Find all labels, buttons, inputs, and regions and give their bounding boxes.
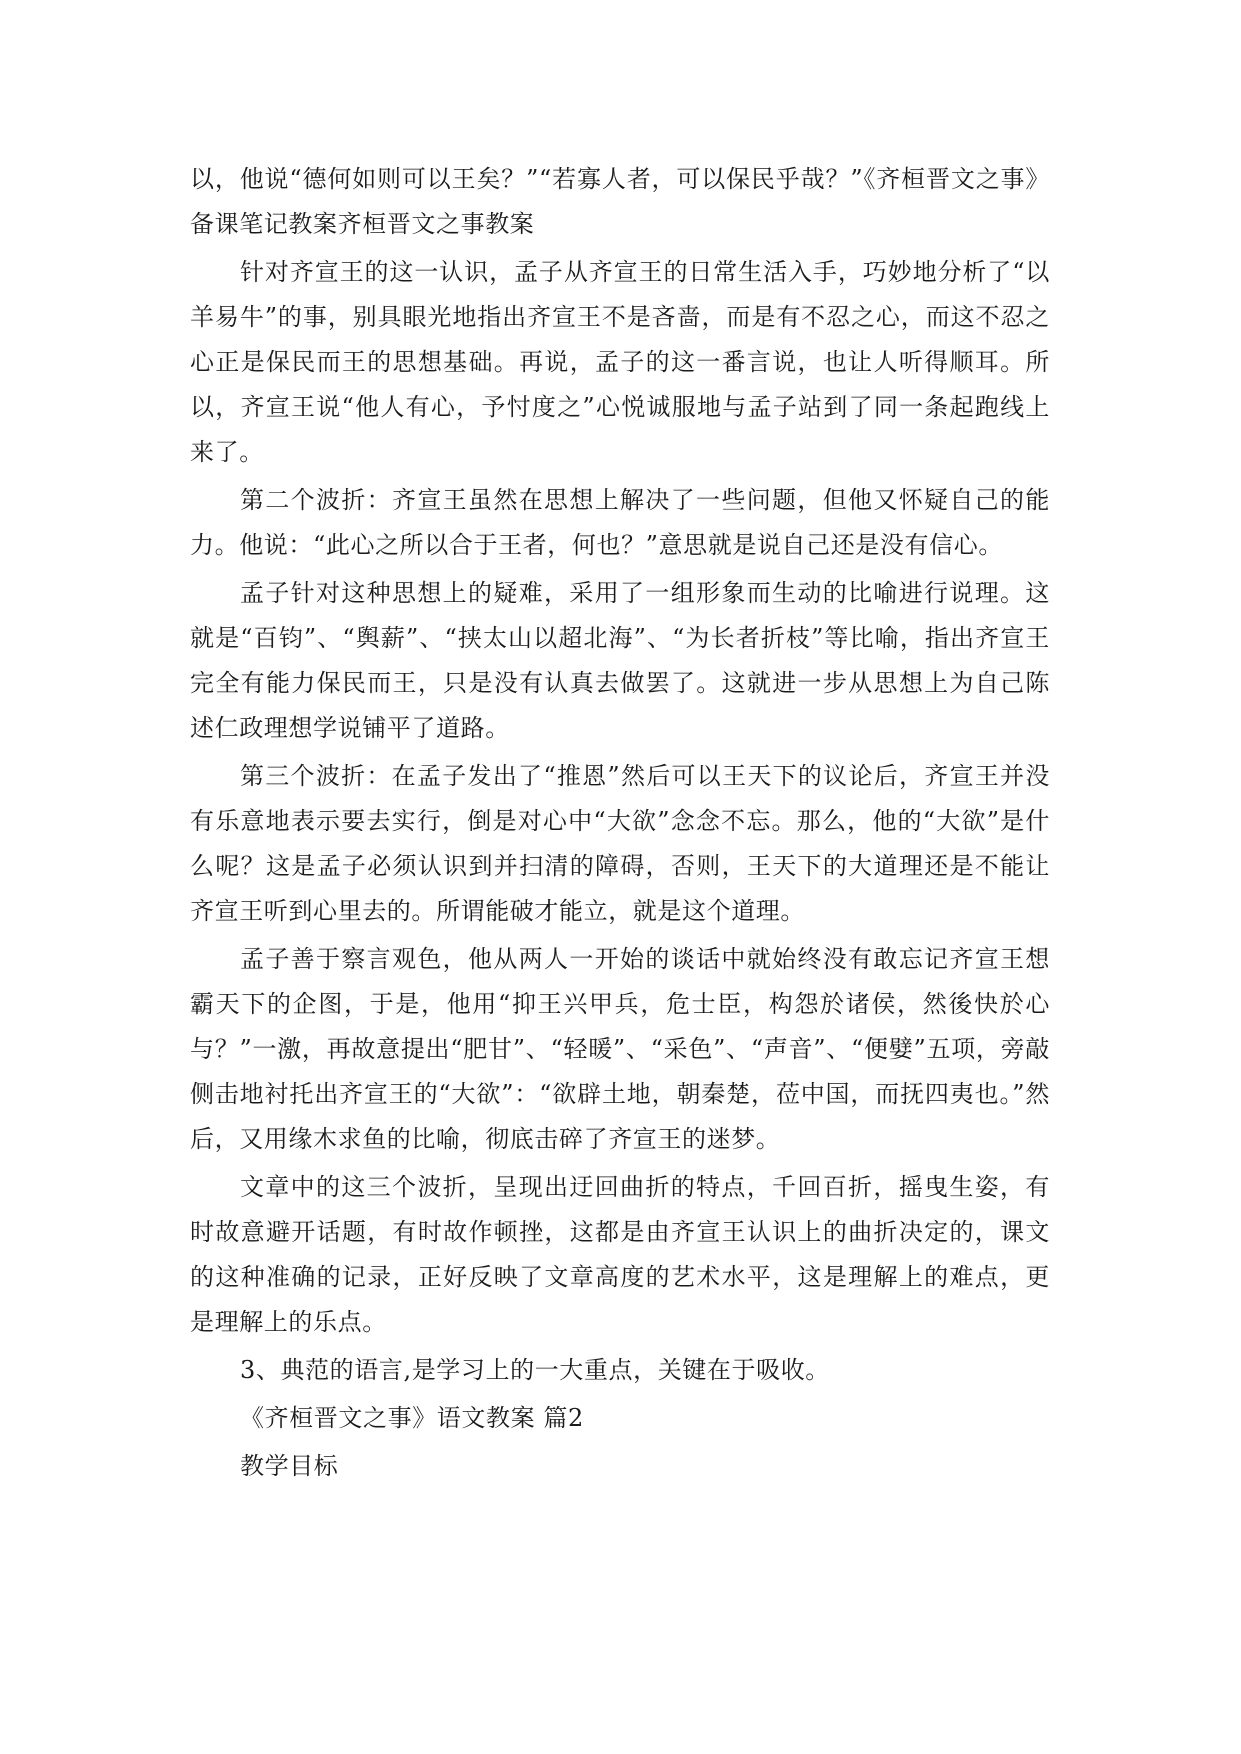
paragraph-metaphors: 孟子针对这种思想上的疑难，采用了一组形象而生动的比喻进行说理。这就是“百钧”、“舆薪”、“挟太山以超北海”、“为长者折枝”等比喻，指出齐宣王完全有能力保民而王，只是没有认真去做罢了。这就进一步从思想上为自己陈述仁政理想学说铺平了道路。: [190, 579, 1050, 742]
document-body: [190, 157, 1050, 1492]
paragraph-third-twist: 第三个波折：在孟子发出了“推恩”然后可以王天下的议论后，齐宣王并没有乐意地表示要去实行，倒是对心中“大欲”念念不忘。那么，他的“大欲”是什么呢？这是孟子必须认识到并扫清的障碍，否则，王天下的大道理还是不能让齐宣王听到心里去的。所谓能破才能立，就是这个道理。: [190, 762, 1050, 925]
paragraph-second-twist: 第二个波折：齐宣王虽然在思想上解决了一些问题，但他又怀疑自己的能力。他说：“此心之所以合于王者，何也？”意思就是说自己还是没有信心。: [190, 486, 1050, 559]
section-heading-lesson-plan-2: 《齐桓晋文之事》语文教案 篇2: [240, 1404, 584, 1432]
paragraph-great-desire: 孟子善于察言观色，他从两人一开始的谈话中就始终没有敢忘记齐宣王想霸天下的企图，于是，他用“抑王兴甲兵，危士臣，构怨於诸侯，然後快於心与？”一激，再故意提出“肥甘”、“轻暖”、“采色”、“声音”、“便嬖”五项，旁敲侧击地衬托出齐宣王的“大欲”：“欲辟土地，朝秦楚，莅中国，而抚四夷也。”然后，又用缘木求鱼的比喻，彻底击碎了齐宣王的迷梦。: [190, 945, 1050, 1153]
paragraph-analysis-1: 针对齐宣王的这一认识，孟子从齐宣王的日常生活入手，巧妙地分析了“以羊易牛”的事，别具眼光地指出齐宣王不是吝啬，而是有不忍之心，而这不忍之心正是保民而王的思想基础。再说，孟子的这一番言说，也让人听得顺耳。所以，齐宣王说“他人有心，予忖度之”心悦诚服地与孟子站到了同一条起跑线上来了。: [190, 258, 1050, 466]
paragraph-continuation: 以，他说“德何如则可以王矣？”“若寡人者，可以保民乎哉？”《齐桓晋文之事》备课笔记教案齐桓晋文之事教案: [190, 165, 1050, 238]
section-heading-teaching-goals: 教学目标: [240, 1452, 339, 1480]
paragraph-summary: 文章中的这三个波折，呈现出迂回曲折的特点，千回百折，摇曳生姿，有时故意避开话题，有时故作顿挫，这都是由齐宣王认识上的曲折决定的，课文的这种准确的记录，正好反映了文章高度的艺术水平，这是理解上的难点，更是理解上的乐点。: [190, 1173, 1050, 1336]
paragraph-language-point: 3、典范的语言,是学习上的一大重点，关键在于吸收。: [240, 1356, 830, 1384]
